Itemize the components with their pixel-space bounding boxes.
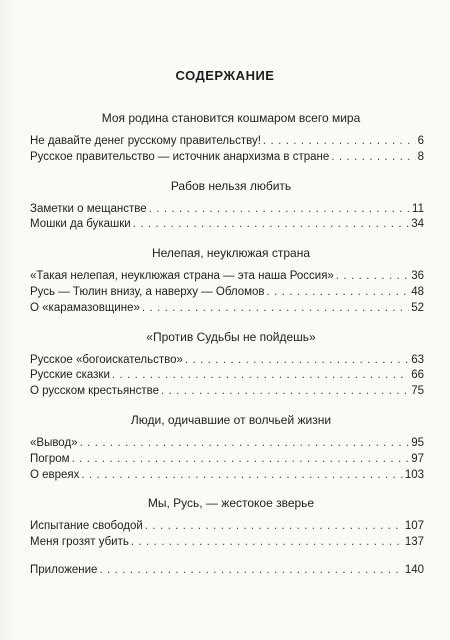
- toc-entry[interactable]: [30, 285, 424, 301]
- toc-section: [30, 245, 424, 316]
- toc-entry-label: Русские сказки: [30, 369, 110, 382]
- toc-section: [30, 563, 424, 579]
- dot-leader: [161, 384, 409, 400]
- dot-leader: [72, 452, 410, 468]
- toc-entry-page-number: 11: [412, 202, 424, 215]
- toc-section: [30, 412, 424, 483]
- toc-entry[interactable]: [30, 452, 424, 468]
- toc-entry[interactable]: [30, 468, 424, 484]
- toc-entry[interactable]: [30, 217, 424, 233]
- toc-section: [30, 495, 424, 551]
- toc-section: [30, 329, 424, 400]
- dot-leader: [263, 134, 416, 150]
- dot-leader: [112, 368, 409, 384]
- toc-entry-label: Заметки о мещанстве: [30, 202, 147, 215]
- toc-entry-label: Испытание свободой: [30, 520, 143, 533]
- toc-entry-page-number: 48: [411, 285, 424, 298]
- toc-entry[interactable]: [30, 519, 424, 535]
- page-title: СОДЕРЖАНИЕ: [175, 68, 275, 83]
- table-of-contents: [30, 110, 424, 591]
- toc-entry[interactable]: [30, 563, 424, 579]
- toc-entry-page-number: 140: [404, 563, 424, 576]
- toc-entry-label: Меня грозят убить: [30, 536, 129, 549]
- toc-entry-page-number: 137: [404, 536, 424, 549]
- dot-leader: [267, 285, 410, 301]
- toc-section: [30, 110, 424, 166]
- toc-entry-label: О евреях: [30, 468, 80, 481]
- dot-leader: [81, 468, 402, 484]
- dot-leader: [185, 353, 409, 369]
- toc-entry-page-number: 107: [404, 520, 424, 533]
- section-title: Моя родина становится кошмаром всего мира: [101, 111, 361, 125]
- toc-entry-label: О «карамазовщине»: [30, 301, 140, 314]
- toc-entry-page-number: 103: [404, 468, 424, 481]
- dot-leader: [145, 519, 403, 535]
- dot-leader: [80, 436, 410, 452]
- toc-entry-page-number: 36: [411, 270, 424, 283]
- dot-leader: [142, 301, 409, 317]
- toc-entry[interactable]: [30, 368, 424, 384]
- toc-entry-label: Не давайте денег русскому правительству!: [30, 135, 261, 147]
- toc-entry-page-number: 6: [417, 135, 424, 147]
- section-title: «Против Судьбы не пойдешь»: [146, 329, 316, 344]
- toc-entry-page-number: 95: [411, 436, 424, 449]
- toc-entry-label: Русское правительство — источник анархизма в стране: [30, 150, 330, 163]
- toc-entry-label: Русь — Тюлин внизу, а наверху — Обломов: [30, 285, 265, 298]
- dot-leader: [131, 535, 403, 551]
- toc-entry-page-number: 52: [411, 301, 424, 314]
- toc-section: [30, 178, 424, 234]
- toc-entry[interactable]: [30, 436, 424, 452]
- toc-entry[interactable]: [30, 535, 424, 551]
- toc-entry[interactable]: [30, 269, 424, 285]
- toc-entry[interactable]: [30, 202, 424, 218]
- toc-entry-page-number: 63: [411, 353, 424, 366]
- dot-leader: [149, 202, 410, 218]
- dot-leader: [133, 217, 409, 233]
- toc-entry-page-number: 75: [411, 385, 424, 398]
- toc-entry-label: Погром: [30, 452, 70, 465]
- toc-entry-label: «Вывод»: [30, 436, 78, 449]
- toc-entry-label: О русском крестьянстве: [30, 385, 159, 398]
- toc-entry[interactable]: [30, 353, 424, 369]
- toc-entry[interactable]: [30, 384, 424, 400]
- toc-entry[interactable]: [30, 134, 424, 150]
- section-title: Нелепая, неуклюжая страна: [151, 246, 311, 261]
- toc-entry-page-number: 66: [411, 369, 424, 382]
- dot-leader: [99, 563, 402, 579]
- toc-entry-label: Русское «богоискательство»: [30, 353, 183, 366]
- dot-leader: [336, 269, 409, 285]
- toc-entry-page-number: 97: [411, 452, 424, 465]
- toc-entry-label: Приложение: [30, 563, 98, 576]
- toc-entry[interactable]: [30, 150, 424, 166]
- section-title: Мы, Русь, — жестокое зверье: [147, 496, 315, 511]
- section-title: Люди, одичавшие от волчьей жизни: [130, 412, 332, 427]
- toc-entry-page-number: 34: [411, 218, 424, 231]
- toc-entry-label: «Такая нелепая, неуклюжая страна — эта наша Россия»: [30, 270, 334, 283]
- toc-entry[interactable]: [30, 301, 424, 317]
- dot-leader: [331, 150, 415, 166]
- section-title: Рабов нельзя любить: [170, 178, 292, 193]
- toc-entry-label: Мошки да букашки: [30, 218, 131, 231]
- toc-entry-page-number: 8: [417, 150, 424, 163]
